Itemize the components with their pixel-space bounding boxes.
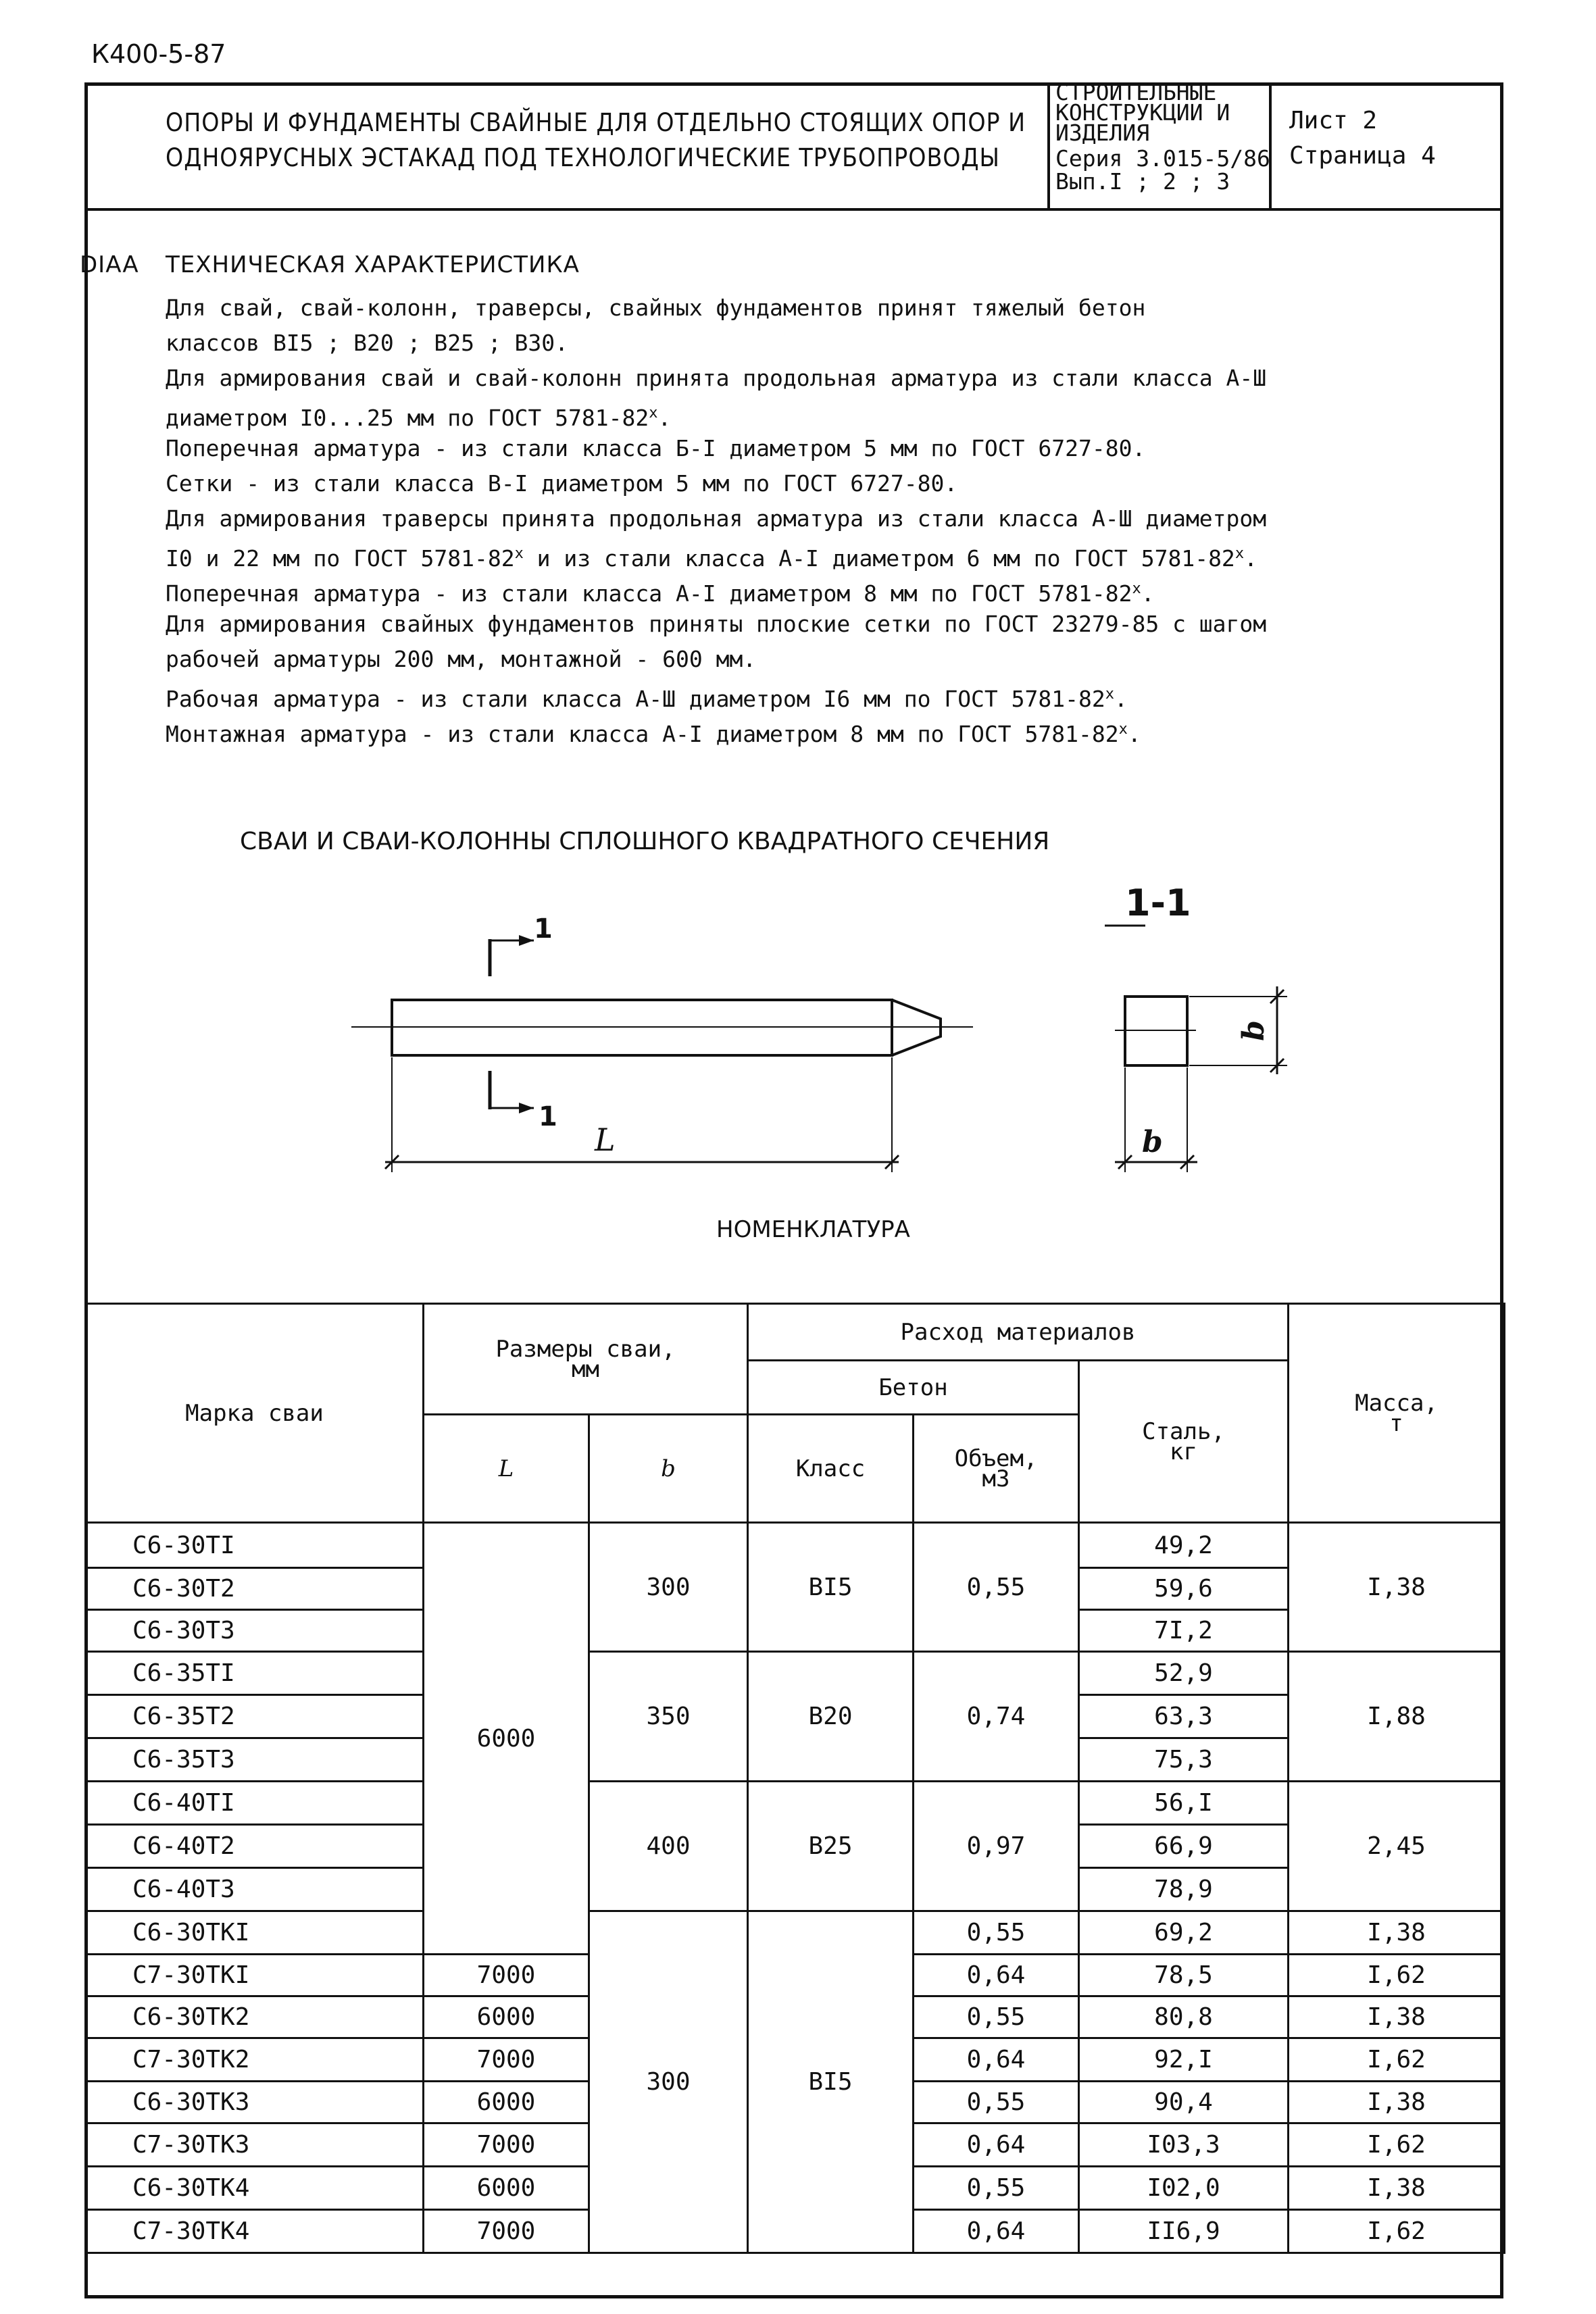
table-cell-L: 6000 <box>424 2167 589 2210</box>
table-cell-steel: II6,9 <box>1079 2210 1289 2253</box>
paragraph-line-4 <box>166 396 671 436</box>
header-volume-unit: м3 <box>982 1465 1010 1492</box>
header-L: L <box>424 1415 589 1523</box>
table-cell-L: 7000 <box>424 2210 589 2253</box>
table-cell-steel: I02,0 <box>1079 2167 1289 2210</box>
table-cell-steel: 49,2 <box>1079 1523 1289 1568</box>
paragraph-line-5: Поперечная арматура - из стали класса Б-I диаметром 5 мм по ГОСТ 6727-80. <box>166 435 1146 461</box>
table-cell-mass: I,38 <box>1289 1996 1505 2038</box>
table-row-mark: С6-30ТК2 <box>86 1996 424 2038</box>
paragraph-line-12-text: Рабочая арматура - из стали класса А-Ш диаметром I6 мм по ГОСТ 5781-82 <box>166 686 1105 712</box>
header-concrete: Бетон <box>748 1361 1079 1415</box>
cell-class-g3: B25 <box>748 1782 914 1911</box>
table-cell-steel: 78,9 <box>1079 1868 1289 1911</box>
nomenclature-title: НОМЕНКЛАТУРА <box>716 1216 910 1243</box>
table-row-mark: С6-30ТК3 <box>86 2082 424 2123</box>
table-cell-volume: 0,55 <box>914 1996 1079 2038</box>
paragraph-line-13-sup: x <box>1118 721 1128 738</box>
table-cell-L: 6000 <box>424 1996 589 2038</box>
paragraph-line-12 <box>166 677 1128 717</box>
cell-volume-g3: 0,97 <box>914 1782 1079 1911</box>
cell-mass-g2: I,88 <box>1289 1652 1505 1782</box>
series-line-2: КОНСТРУКЦИИ И <box>1055 99 1230 126</box>
header-mass-unit: т <box>1389 1409 1403 1437</box>
table-cell-steel: 78,5 <box>1079 1955 1289 1996</box>
table-row-mark: С6-30ТI <box>86 1523 424 1568</box>
table-cell-steel: 52,9 <box>1079 1652 1289 1695</box>
doc-title-line-1: ОПОРЫ И ФУНДАМЕНТЫ СВАЙНЫЕ ДЛЯ ОТДЕЛЬНО СТОЯЩИХ ОПОР И <box>166 108 1026 137</box>
cell-mass-g3: 2,45 <box>1289 1782 1505 1911</box>
header-volume-label: Объем, <box>954 1444 1038 1472</box>
table-cell-steel: 92,I <box>1079 2038 1289 2082</box>
header-mass <box>1289 1304 1505 1523</box>
table-row-mark: С6-30Т3 <box>86 1610 424 1652</box>
table-row-mark: С6-30ТКI <box>86 1911 424 1955</box>
table-cell-steel: 59,6 <box>1079 1568 1289 1610</box>
cell-L-6000: 6000 <box>424 1523 589 1955</box>
cell-b-g3: 400 <box>589 1782 748 1911</box>
paragraph-line-9 <box>166 572 1155 611</box>
table-cell-steel: 56,I <box>1079 1782 1289 1825</box>
table-cell-L: 7000 <box>424 2123 589 2167</box>
table-row-mark: С6-35ТI <box>86 1652 424 1695</box>
header-sizes-label: Размеры сваи, <box>495 1335 676 1363</box>
paragraph-line-9-end: . <box>1141 580 1155 607</box>
pile-drawing <box>338 865 1351 1189</box>
paragraph-line-8 <box>166 536 1257 576</box>
doc-title-line-2: ОДНОЯРУСНЫХ ЭСТАКАД ПОД ТЕХНОЛОГИЧЕСКИЕ ТРУБОПРОВОДЫ <box>166 143 1000 172</box>
table-cell-L: 7000 <box>424 1955 589 1996</box>
header-class: Класс <box>748 1415 914 1523</box>
table-cell-volume: 0,55 <box>914 1911 1079 1955</box>
page-number: Страница 4 <box>1289 142 1436 170</box>
table-cell-steel: 63,3 <box>1079 1695 1289 1738</box>
series-line-4: Серия 3.015-5/86 <box>1055 145 1270 172</box>
paragraph-line-4-sup: x <box>649 405 658 422</box>
table-cell-volume: 0,64 <box>914 1955 1079 1996</box>
sheet-number: Лист 2 <box>1289 107 1378 134</box>
table-row-mark: С7-30ТК3 <box>86 2123 424 2167</box>
table-row-mark: С6-35Т3 <box>86 1738 424 1782</box>
document-code: К400-5-87 <box>91 39 226 69</box>
header-volume <box>914 1415 1079 1523</box>
cell-b-g2: 350 <box>589 1652 748 1782</box>
table-cell-steel: I03,3 <box>1079 2123 1289 2167</box>
nomenclature-table <box>84 1303 1505 2254</box>
cell-volume-g1: 0,55 <box>914 1523 1079 1652</box>
paragraph-line-12-sup: x <box>1105 686 1114 703</box>
header-steel-label: Сталь, <box>1142 1417 1225 1445</box>
cut-mark-bottom-label: 1 <box>539 1101 557 1132</box>
header-sizes <box>424 1304 748 1415</box>
table-cell-steel: 66,9 <box>1079 1825 1289 1868</box>
series-line-3: ИЗДЕЛИЯ <box>1055 120 1150 146</box>
table-cell-volume: 0,64 <box>914 2210 1079 2253</box>
paragraph-line-9-text: Поперечная арматура - из стали класса А-I диаметром 8 мм по ГОСТ 5781-82 <box>166 580 1132 607</box>
paragraph-line-12-end: . <box>1114 686 1128 712</box>
table-row-mark: С7-30ТКI <box>86 1955 424 1996</box>
diagram-title: СВАИ И СВАИ-КОЛОННЫ СПЛОШНОГО КВАДРАТНОГО СЕЧЕНИЯ <box>240 828 1050 855</box>
table-cell-volume: 0,64 <box>914 2038 1079 2082</box>
height-label: b <box>1236 1020 1271 1041</box>
paragraph-line-8-rest: и из стали класса А-I диаметром 6 мм по ГОСТ 5781-82 <box>523 545 1235 572</box>
table-row-mark: С6-40Т3 <box>86 1868 424 1911</box>
paragraph-line-13 <box>166 712 1141 752</box>
table-cell-volume: 0,55 <box>914 2082 1079 2123</box>
paragraph-line-6: Сетки - из стали класса В-I диаметром 5 мм по ГОСТ 6727-80. <box>166 470 958 497</box>
table-row-mark: С6-35Т2 <box>86 1695 424 1738</box>
title-block-divider <box>84 208 1503 211</box>
cell-b-g1: 300 <box>589 1523 748 1652</box>
table-cell-steel: 75,3 <box>1079 1738 1289 1782</box>
paragraph-line-13-text: Монтажная арматура - из стали класса А-I диаметром 8 мм по ГОСТ 5781-82 <box>166 721 1119 747</box>
cell-class-g1: BI5 <box>748 1523 914 1652</box>
section-label: 1-1 <box>1125 882 1191 924</box>
cell-class-g4: BI5 <box>748 1911 914 2253</box>
table-cell-volume: 0,55 <box>914 2167 1079 2210</box>
paragraph-line-11: рабочей арматуры 200 мм, монтажной - 600 мм. <box>166 646 757 672</box>
table-row-mark: С6-40Т2 <box>86 1825 424 1868</box>
title-block-vline-1 <box>1047 82 1050 209</box>
paragraph-line-4-text: диаметром I0...25 мм по ГОСТ 5781-82 <box>166 405 649 431</box>
paragraph-line-1: Для свай, свай-колонн, траверсы, свайных фундаментов принят тяжелый бетон <box>166 295 1146 321</box>
table-cell-mass: I,38 <box>1289 2167 1505 2210</box>
cut-mark-top-head <box>519 935 534 946</box>
paragraph-line-3: Для армирования свай и свай-колонн принята продольная арматура из стали класса А-Ш <box>166 365 1267 391</box>
table-row-mark: С7-30ТК2 <box>86 2038 424 2082</box>
section-code: DIAA <box>80 251 139 278</box>
table-cell-mass: I,38 <box>1289 1911 1505 1955</box>
table-cell-mass: I,62 <box>1289 2123 1505 2167</box>
paragraph-line-8-end: . <box>1244 545 1257 572</box>
cell-volume-g2: 0,74 <box>914 1652 1079 1782</box>
table-row-mark: С7-30ТК4 <box>86 2210 424 2253</box>
width-label: b <box>1142 1125 1163 1159</box>
table-row-mark: С6-30Т2 <box>86 1568 424 1610</box>
table-row-mark: С6-30ТК4 <box>86 2167 424 2210</box>
table-cell-steel: 7I,2 <box>1079 1610 1289 1652</box>
table-cell-mass: I,38 <box>1289 2082 1505 2123</box>
table-cell-volume: 0,64 <box>914 2123 1079 2167</box>
table-cell-mass: I,62 <box>1289 1955 1505 1996</box>
table-cell-L: 7000 <box>424 2038 589 2082</box>
table-cell-steel: 90,4 <box>1079 2082 1289 2123</box>
header-mass-label: Масса, <box>1355 1389 1438 1417</box>
paragraph-line-8-sup-2: x <box>1235 545 1245 562</box>
cell-mass-g1: I,38 <box>1289 1523 1505 1652</box>
paragraph-line-10: Для армирования свайных фундаментов приняты плоские сетки по ГОСТ 23279-85 с шагом <box>166 611 1267 637</box>
header-sizes-unit: мм <box>572 1355 599 1383</box>
cell-b-g4: 300 <box>589 1911 748 2253</box>
table-cell-L: 6000 <box>424 2082 589 2123</box>
cut-mark-bottom-head <box>519 1103 534 1113</box>
table-row-mark: С6-40ТI <box>86 1782 424 1825</box>
table-cell-mass: I,62 <box>1289 2038 1505 2082</box>
paragraph-line-2: классов BI5 ; B20 ; B25 ; B30. <box>166 330 569 356</box>
table-cell-steel: 69,2 <box>1079 1911 1289 1955</box>
length-label: L <box>595 1122 616 1158</box>
table-cell-steel: 80,8 <box>1079 1996 1289 2038</box>
paragraph-line-9-sup: x <box>1132 580 1141 597</box>
cut-mark-top-label: 1 <box>534 913 553 945</box>
paragraph-line-13-end: . <box>1127 721 1141 747</box>
header-steel <box>1079 1361 1289 1523</box>
section-title: ТЕХНИЧЕСКАЯ ХАРАКТЕРИСТИКА <box>166 251 580 278</box>
cell-class-g2: B20 <box>748 1652 914 1782</box>
header-mark: Марка сваи <box>86 1304 424 1523</box>
paragraph-line-4-end: . <box>657 405 672 431</box>
header-steel-unit: кг <box>1170 1438 1197 1465</box>
paragraph-line-8-sup-1: x <box>514 545 524 562</box>
header-materials: Расход материалов <box>748 1304 1289 1361</box>
paragraph-line-8-text: I0 и 22 мм по ГОСТ 5781-82 <box>166 545 515 572</box>
paragraph-line-7: Для армирования траверсы принята продольная арматура из стали класса А-Ш диаметром <box>166 505 1267 532</box>
table-cell-mass: I,62 <box>1289 2210 1505 2253</box>
series-line-1: СТРОИТЕЛЬНЫЕ <box>1055 79 1217 105</box>
header-b: b <box>589 1415 748 1523</box>
series-line-5: Вып.I ; 2 ; 3 <box>1055 168 1230 195</box>
